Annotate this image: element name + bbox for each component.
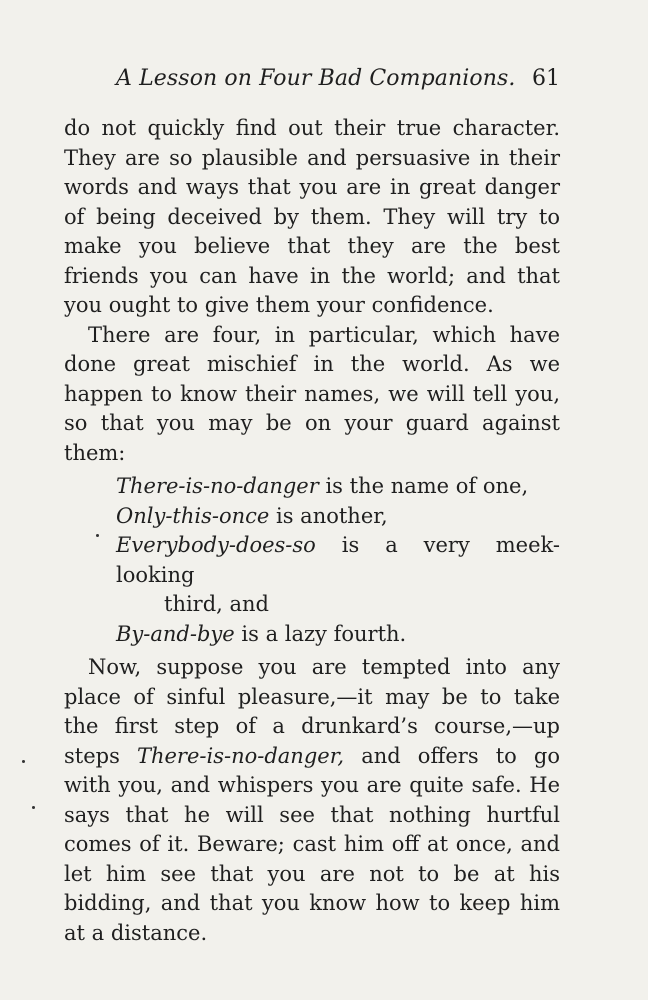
print-speck (96, 534, 99, 537)
companion-name: By-and-bye (116, 621, 235, 646)
companion-description: is a lazy fourth. (234, 621, 407, 646)
print-speck (22, 760, 25, 763)
companion-description: is another, (269, 503, 388, 528)
paragraph-2: There are four, in particular, which have done great mischief in the world. As we happen to know their names, we will tell you, so that you may be on your guard against them: (64, 322, 560, 465)
companion-description: is a very meek-looking (116, 533, 560, 587)
body-text (64, 114, 560, 948)
companion-name: Everybody-does-so (116, 533, 316, 557)
companion-line-1 (116, 472, 560, 502)
print-speck (32, 806, 35, 809)
running-header (64, 66, 560, 96)
page-number: 61 (532, 66, 560, 91)
paragraph-3-part-1: Now, suppose you are tempted into any place of sinful pleasure,—it may be to take the first step of a drunkard’s course,—up steps (64, 655, 560, 768)
companion-line-3 (116, 531, 560, 590)
companion-line-4 (116, 620, 560, 650)
companion-name-inline: There-is-no-danger, (136, 743, 345, 768)
paragraph-3-part-2: and offers to go with you, and whispers you are quite safe. He says that he will see that nothing hurtful comes of it. Beware; cast him off at once, and let him see that you are not to be at his bidding, and that you know how to keep him at a distance. (64, 743, 560, 945)
companions-list (116, 472, 560, 649)
companion-name: Only-this-once (116, 503, 270, 528)
paragraph-3 (64, 653, 560, 948)
companion-line-2 (116, 502, 560, 532)
companion-line-3-continued: third, and (164, 592, 269, 616)
companion-description: is the name of one, (318, 474, 529, 498)
companion-name: There-is-no-danger (116, 474, 319, 498)
running-title: A Lesson on Four Bad Companions. (116, 66, 516, 91)
paragraph-1: do not quickly find out their true character. They are so plausible and persuasive in their words and ways that you are in great danger of being deceived by them. They will try to make you believe that they are the best friends you can have in the world; and that you ought to give them your confidence. (64, 116, 560, 317)
